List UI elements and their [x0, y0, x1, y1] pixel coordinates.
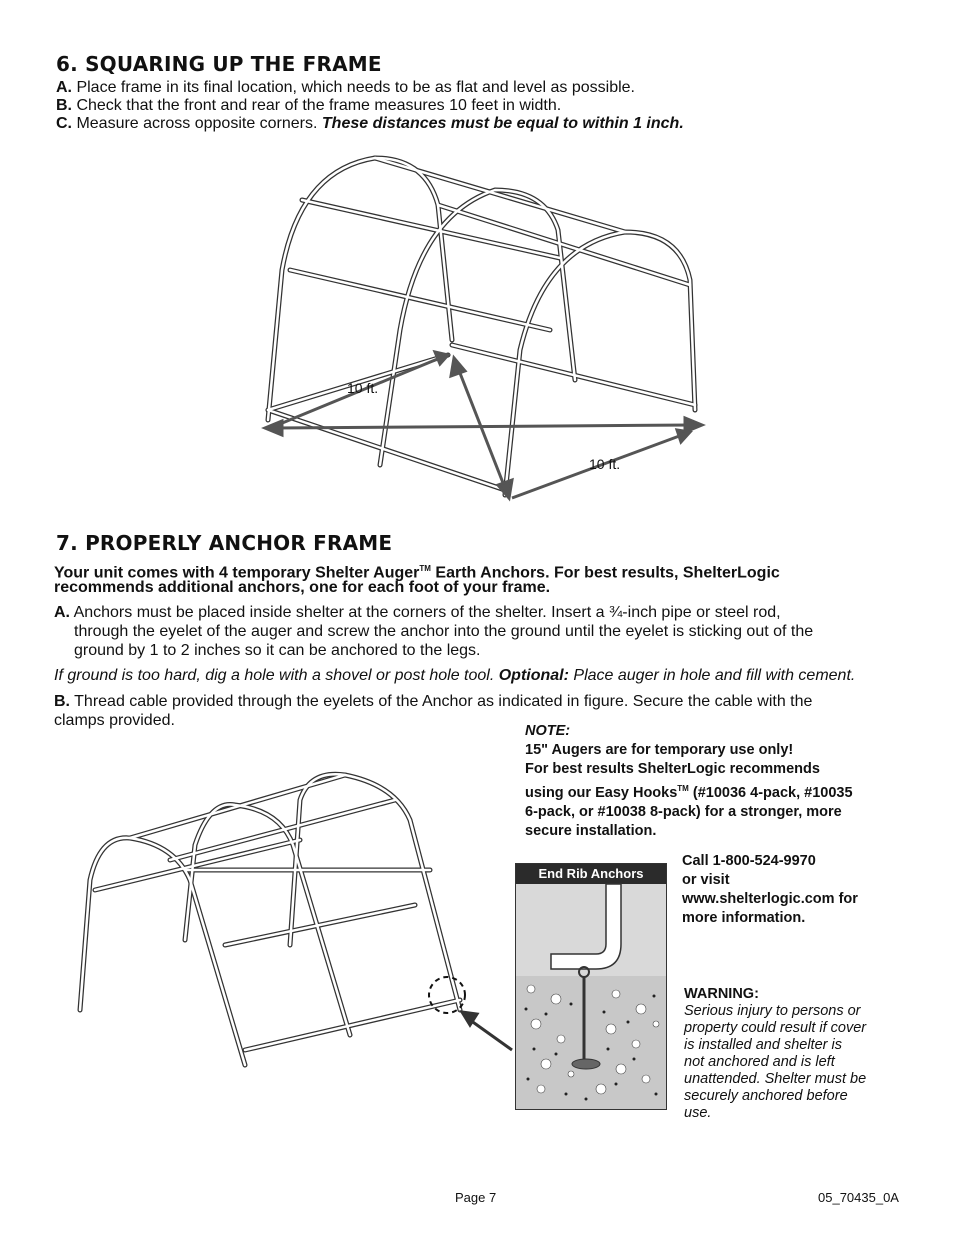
anchor-detail — [516, 884, 666, 1109]
note-line: 15" Augers are for temporary use only! — [525, 742, 794, 758]
warning-title: WARNING: — [684, 986, 759, 1002]
trademark-mark: TM — [677, 784, 689, 793]
note-title: NOTE: — [525, 723, 571, 739]
step-text: Place frame in its final location, which needs to be as flat and level as possible. — [76, 79, 635, 96]
warning-line: is installed and shelter is — [684, 1037, 842, 1053]
step-text: Thread cable provided through the eyelets of the Anchor as indicated in figure. Secure the cable with the — [74, 693, 813, 710]
note-text-b: (#10036 4-pack, #10035 — [688, 784, 853, 801]
warning-line: property could result if cover — [684, 1020, 867, 1036]
step-letter: B. — [54, 693, 70, 710]
section-6-heading: 6. SQUARING UP THE FRAME — [56, 52, 382, 76]
intro-text-b: Earth Anchors. For best results, ShelterLogic — [430, 564, 780, 582]
document-code: 05_70435_0A — [818, 1190, 899, 1205]
warning-line: use. — [684, 1105, 712, 1121]
step-text: Anchors must be placed inside shelter at the corners of the shelter. Insert a ¾-inch pipe or steel rod, — [73, 604, 781, 621]
step-text: Check that the front and rear of the frame measures 10 feet in width. — [76, 97, 562, 114]
trademark-mark: TM — [419, 564, 431, 573]
measure-label-left: 10 ft. — [347, 380, 379, 396]
step-emphasis: These distances must be equal to within 1 inch. — [321, 115, 684, 132]
step-letter: C. — [56, 115, 72, 132]
step-7a-line-3: ground by 1 to 2 inches so it can be anchored to the legs. — [74, 642, 481, 659]
intro-text-a: Your unit comes with 4 temporary Shelter Auger — [54, 564, 420, 582]
call-line: more information. — [682, 910, 806, 926]
inset-title: End Rib Anchors — [516, 864, 666, 884]
leg-pipe — [551, 884, 621, 969]
hard-ground-text: If ground is too hard, dig a hole with a shovel or post hole tool. — [54, 667, 495, 684]
note-line: 6-pack, or #10038 8-pack) for a stronger, more — [525, 803, 842, 820]
step-text: Measure across opposite corners. — [76, 115, 318, 132]
step-7b-line-2: clamps provided. — [54, 712, 175, 729]
warning-line: securely anchored before — [684, 1088, 848, 1104]
step-7a-line-2: through the eyelet of the auger and screw the anchor into the ground until the eyelet is sticking out of the — [74, 623, 814, 640]
section-7-heading: 7. PROPERLY ANCHOR FRAME — [56, 531, 393, 555]
step-letter: A. — [54, 604, 70, 621]
call-line: www.shelterlogic.com for — [682, 891, 858, 907]
call-line: Call 1-800-524-9970 — [682, 853, 816, 869]
warning-line: unattended. Shelter must be — [684, 1071, 867, 1087]
optional-text: Place auger in hole and fill with cement. — [573, 667, 856, 684]
note-line: secure installation. — [525, 822, 657, 839]
optional-label: Optional: — [498, 667, 569, 684]
step-letter: A. — [56, 79, 72, 96]
call-line: or visit — [682, 872, 730, 888]
intro-line-2: recommends additional anchors, one for each foot of your frame. — [54, 579, 551, 596]
page-number: Page 7 — [455, 1190, 497, 1205]
note-line: For best results ShelterLogic recommends — [525, 761, 820, 777]
warning-line: Serious injury to persons or — [684, 1003, 861, 1019]
callout-arrow — [462, 1012, 512, 1050]
end-rib-anchor-inset — [515, 863, 667, 1110]
step-letter: B. — [56, 97, 72, 114]
note-text-a: using our Easy Hooks — [525, 784, 678, 801]
warning-line: not anchored and is left — [684, 1054, 835, 1070]
measure-label-right: 10 ft. — [589, 456, 621, 472]
